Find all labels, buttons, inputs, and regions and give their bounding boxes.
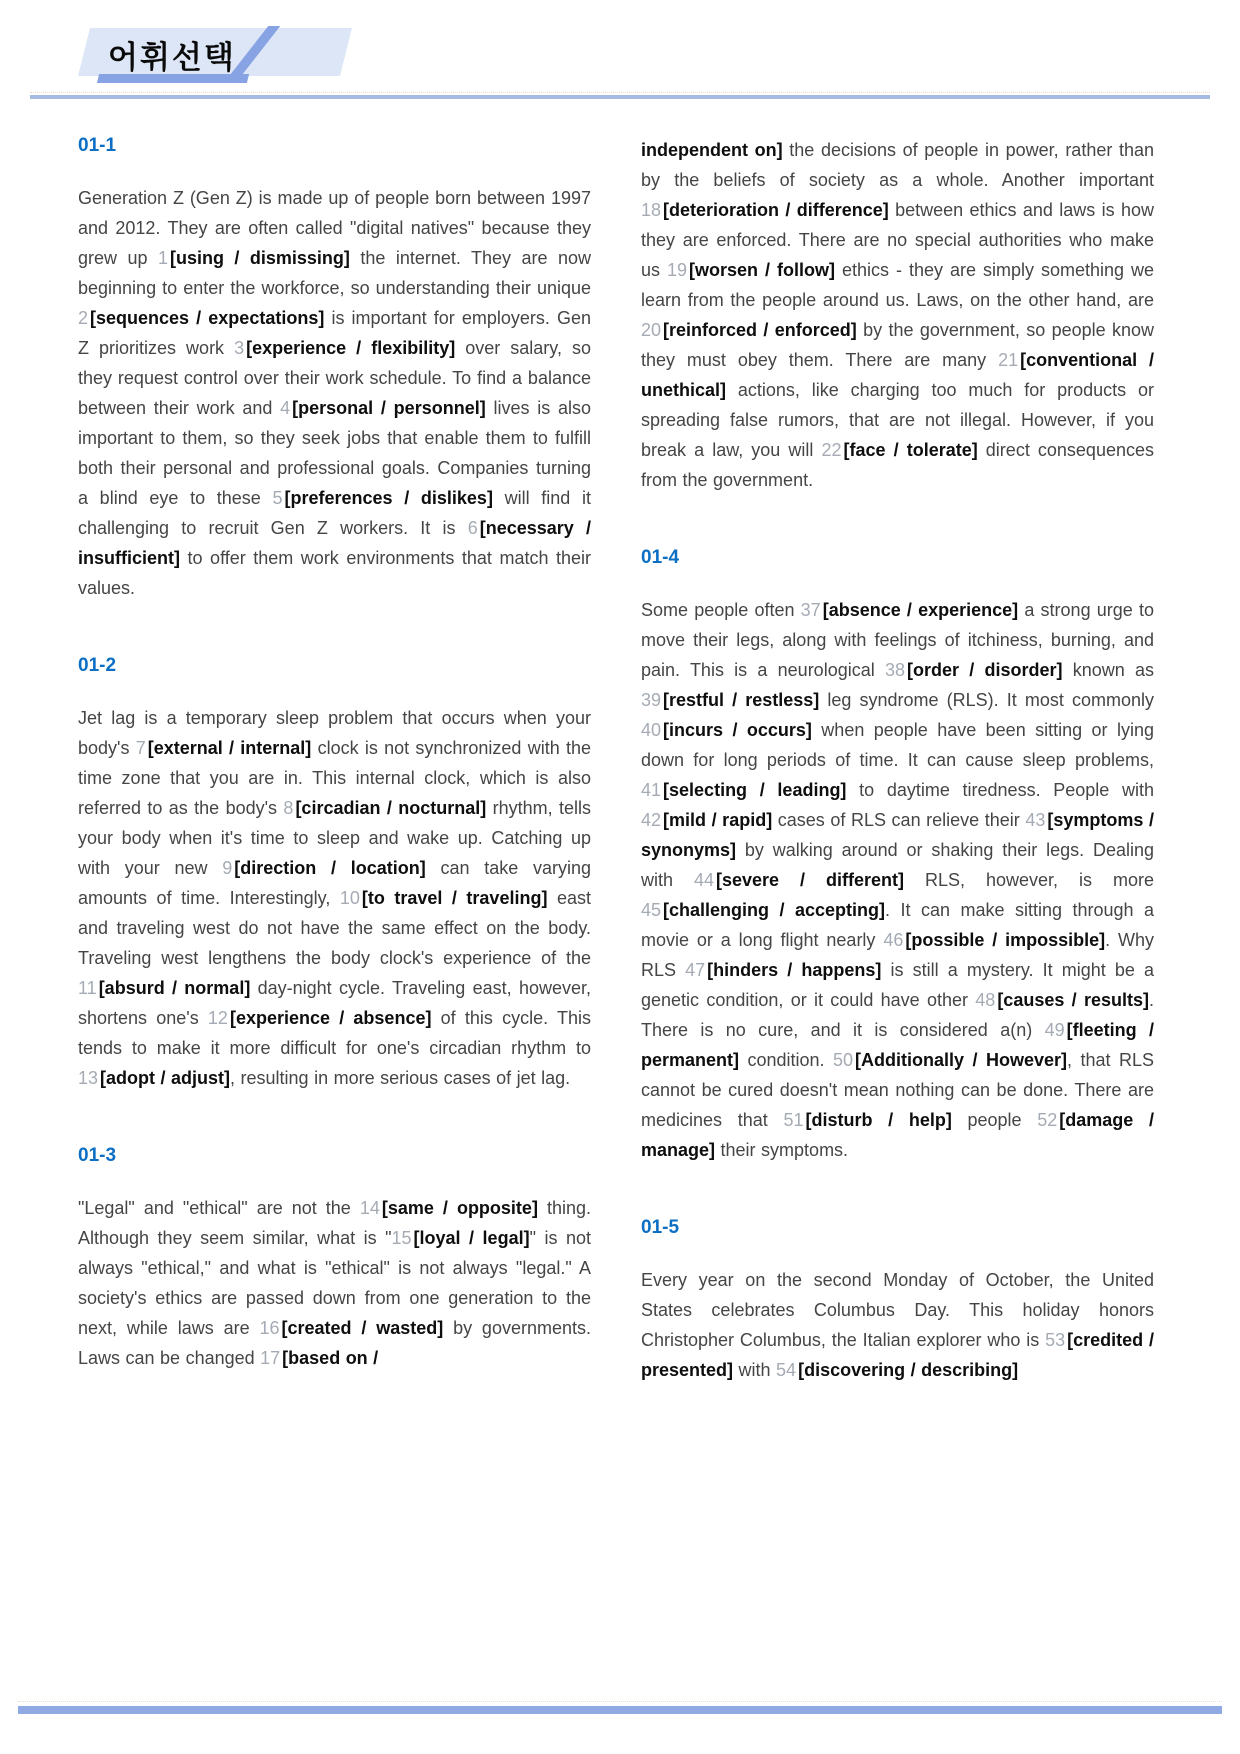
choice-number: 14 bbox=[359, 1198, 380, 1218]
passage-text: clock is not synchronized with the time zone that you are in. This internal clock, which is also referred to as the body's bbox=[78, 738, 591, 818]
passage-text: Jet lag is a temporary sleep problem that occurs when your body's bbox=[78, 708, 591, 758]
choice-number: 53 bbox=[1045, 1330, 1066, 1350]
passage-text: . Why RLS bbox=[641, 930, 1154, 980]
passage-text: , resulting in more serious cases of jet lag. bbox=[230, 1068, 571, 1088]
choice-options: [absurd / normal] bbox=[98, 978, 251, 998]
choice-options: [severe / different] bbox=[716, 870, 905, 890]
left-column bbox=[78, 135, 591, 1385]
choice-number: 17 bbox=[260, 1348, 281, 1368]
choice-number: 44 bbox=[693, 870, 715, 890]
passage-text: east and traveling west do not have the same effect on the body. Traveling west lengthens the body clock's experience of the bbox=[78, 888, 591, 968]
passage-text: the internet. They are now beginning to enter the workforce, so understanding their unique bbox=[78, 248, 592, 298]
choice-options: [selecting / leading] bbox=[663, 780, 847, 800]
choice-number: 21 bbox=[998, 350, 1019, 370]
passage-text: to daytime tiredness. People with bbox=[846, 780, 1155, 800]
content-columns bbox=[78, 135, 1154, 1385]
choice-number: 1 bbox=[157, 248, 168, 268]
choice-options: [loyal / legal] bbox=[413, 1228, 530, 1248]
choice-number: 10 bbox=[339, 888, 360, 908]
choice-number: 13 bbox=[78, 1068, 99, 1088]
choice-options: [reinforced / enforced] bbox=[663, 320, 857, 340]
choice-number: 2 bbox=[78, 308, 89, 328]
passage-body-01-3-continued bbox=[641, 135, 1154, 495]
choice-number: 40 bbox=[641, 720, 662, 740]
passage-text: direct consequences from the government. bbox=[641, 440, 1154, 490]
footer-dotted-line bbox=[18, 1701, 1222, 1702]
passage-text: leg syndrome (RLS). It most commonly bbox=[819, 690, 1154, 710]
choice-options: [to travel / traveling] bbox=[361, 888, 548, 908]
section-badge bbox=[0, 22, 420, 88]
passage-text: ethics - they are simply something we learn from the people around us. Laws, on the other hand, are bbox=[641, 260, 1155, 310]
passage-text: . There is no cure, and it is considered a(n) bbox=[641, 990, 1154, 1040]
passage-text: day-night cycle. Traveling east, however, shortens one's bbox=[78, 978, 591, 1028]
choice-options: [disturb / help] bbox=[805, 1110, 952, 1130]
choice-options: [deterioration / difference] bbox=[663, 200, 889, 220]
choice-options: [face / tolerate] bbox=[843, 440, 978, 460]
choice-options: [direction / location] bbox=[234, 858, 426, 878]
passage-text: their symptoms. bbox=[715, 1140, 849, 1160]
choice-number: 43 bbox=[1025, 810, 1046, 830]
passage-text: by walking around or shaking their legs. Dealing with bbox=[641, 840, 1154, 890]
choice-options: [causes / results] bbox=[997, 990, 1149, 1010]
choice-options: [restful / restless] bbox=[663, 690, 820, 710]
passage-text: is still a mystery. It might be a genetic condition, or it could have other bbox=[641, 960, 1154, 1010]
choice-number: 45 bbox=[641, 900, 662, 920]
choice-options: [discovering / describing] bbox=[798, 1360, 1019, 1380]
passage-text: is important for employers. Gen Z prioritizes work bbox=[78, 308, 591, 358]
passage-text: a strong urge to move their legs, along with feelings of itchiness, burning, and pain. This is a neurological bbox=[641, 600, 1154, 680]
choice-number: 51 bbox=[783, 1110, 804, 1130]
header-divider bbox=[30, 95, 1210, 99]
choice-options: [credited / presented] bbox=[641, 1330, 1154, 1380]
badge-title: 어휘선택 bbox=[108, 40, 236, 75]
passage-text: "Legal" and "ethical" are not the bbox=[78, 1198, 360, 1218]
passage-text: thing. Although they seem similar, what is " bbox=[78, 1198, 591, 1248]
passage-text: with bbox=[733, 1360, 777, 1380]
choice-number: 54 bbox=[776, 1360, 797, 1380]
choice-options: [same / opposite] bbox=[381, 1198, 538, 1218]
choice-number: 6 bbox=[467, 518, 478, 538]
choice-options: [external / internal] bbox=[147, 738, 312, 758]
header-dotted-line bbox=[30, 92, 1210, 93]
passage-header-01-5: 01-5 bbox=[641, 1217, 680, 1238]
passage-text: of this cycle. This tends to make it more difficult for one's circadian rhythm to bbox=[78, 1008, 591, 1058]
passage-body-01-2 bbox=[78, 703, 591, 1093]
choice-options: [possible / impossible] bbox=[905, 930, 1106, 950]
choice-number: 41 bbox=[641, 780, 662, 800]
choice-options: [absence / experience] bbox=[822, 600, 1019, 620]
choice-number: 5 bbox=[272, 488, 283, 508]
choice-options: [personal / personnel] bbox=[292, 398, 486, 418]
choice-number: 16 bbox=[259, 1318, 280, 1338]
choice-options: [damage / manage] bbox=[641, 1110, 1154, 1160]
choice-options: [incurs / occurs] bbox=[663, 720, 812, 740]
passage-body-01-4 bbox=[641, 595, 1154, 1165]
passage-text: people bbox=[951, 1110, 1038, 1130]
passage-text: the decisions of people in power, rather than by the beliefs of society as a whole. Another important bbox=[641, 140, 1155, 190]
choice-options: [mild / rapid] bbox=[663, 810, 773, 830]
passage-text: , that RLS cannot be cured doesn't mean nothing can be done. There are medicines that bbox=[641, 1050, 1154, 1130]
choice-options: [challenging / accepting] bbox=[663, 900, 886, 920]
choice-number: 12 bbox=[207, 1008, 228, 1028]
choice-options: [conventional / unethical] bbox=[641, 350, 1154, 400]
passage-header-01-2: 01-2 bbox=[78, 655, 117, 676]
choice-number: 4 bbox=[280, 398, 291, 418]
choice-number: 15 bbox=[391, 1228, 412, 1248]
passage-text: cases of RLS can relieve their bbox=[772, 810, 1026, 830]
passage-text: when people have been sitting or lying down for long periods of time. It can cause sleep problems, bbox=[641, 720, 1154, 770]
choice-options: [symptoms / synonyms] bbox=[641, 810, 1154, 860]
choice-number: 3 bbox=[234, 338, 245, 358]
passage-text: " is not always "ethical," and what is "ethical" is not always "legal." A society's ethics are passed down from one generation to the next, while laws are bbox=[78, 1228, 591, 1338]
choice-number: 8 bbox=[283, 798, 294, 818]
choice-options: [experience / absence] bbox=[229, 1008, 432, 1028]
passage-text: Every year on the second Monday of October, the United States celebrates Columbus Day. This holiday honors Christopher Columbus, the Italian explorer who is bbox=[641, 1270, 1154, 1350]
choice-number: 50 bbox=[833, 1050, 854, 1070]
choice-number: 11 bbox=[78, 978, 97, 998]
passage-text: RLS, however, is more bbox=[904, 870, 1154, 890]
choice-options: [hinders / happens] bbox=[707, 960, 882, 980]
choice-number: 52 bbox=[1037, 1110, 1058, 1130]
right-column bbox=[641, 135, 1154, 1385]
passage-text: . It can make sitting through a movie or a long flight nearly bbox=[641, 900, 1154, 950]
choice-options: [order / disorder] bbox=[907, 660, 1063, 680]
choice-number: 37 bbox=[800, 600, 821, 620]
choice-number: 47 bbox=[685, 960, 706, 980]
choice-options: [experience / flexibility] bbox=[246, 338, 456, 358]
choice-number: 39 bbox=[641, 690, 662, 710]
choice-number: 48 bbox=[975, 990, 996, 1010]
choice-number: 20 bbox=[641, 320, 662, 340]
passage-text: actions, like charging too much for products or spreading false rumors, that are not illegal. However, if you break a law, you will bbox=[641, 380, 1154, 460]
choice-options: [necessary / insufficient] bbox=[78, 518, 591, 568]
passage-body-01-1 bbox=[78, 183, 591, 603]
choice-options: [circadian / nocturnal] bbox=[295, 798, 487, 818]
choice-options: [Additionally / However] bbox=[855, 1050, 1068, 1070]
choice-options: [created / wasted] bbox=[281, 1318, 444, 1338]
choice-options: [preferences / dislikes] bbox=[284, 488, 493, 508]
passage-text: Generation Z (Gen Z) is made up of people born between 1997 and 2012. They are often called "digital natives" because they grew up bbox=[78, 188, 591, 268]
passage-body-01-3 bbox=[78, 1193, 591, 1373]
passage-text: condition. bbox=[739, 1050, 834, 1070]
passage-text: will find it challenging to recruit Gen Z workers. It is bbox=[78, 488, 591, 538]
choice-options: independent on] bbox=[641, 140, 783, 160]
choice-options: [based on / bbox=[282, 1348, 379, 1368]
passage-body-01-5 bbox=[641, 1265, 1154, 1385]
passage-text: to offer them work environments that match their values. bbox=[78, 548, 591, 598]
choice-options: [sequences / expectations] bbox=[90, 308, 325, 328]
passage-text: between ethics and laws is how they are enforced. There are no special authorities who make us bbox=[641, 200, 1154, 280]
passage-text: lives is also important to them, so they seek jobs that enable them to fulfill both their personal and professional goals. Companies turning a blind eye to these bbox=[78, 398, 592, 508]
passage-header-01-3: 01-3 bbox=[78, 1145, 117, 1166]
choice-options: [adopt / adjust] bbox=[100, 1068, 231, 1088]
choice-options: [fleeting / permanent] bbox=[641, 1020, 1155, 1070]
passage-text: can take varying amounts of time. Interestingly, bbox=[78, 858, 591, 908]
choice-number: 19 bbox=[667, 260, 688, 280]
choice-options: [worsen / follow] bbox=[689, 260, 835, 280]
passage-header-01-4: 01-4 bbox=[641, 547, 680, 568]
choice-number: 49 bbox=[1044, 1020, 1065, 1040]
choice-number: 42 bbox=[641, 810, 662, 830]
choice-number: 38 bbox=[884, 660, 905, 680]
footer-divider bbox=[18, 1706, 1222, 1714]
choice-number: 9 bbox=[222, 858, 233, 878]
passage-text: by the government, so people know they must obey them. There are many bbox=[641, 320, 1154, 370]
choice-number: 7 bbox=[135, 738, 146, 758]
choice-options: [using / dismissing] bbox=[169, 248, 350, 268]
choice-number: 22 bbox=[821, 440, 842, 460]
passage-header-01-1: 01-1 bbox=[78, 135, 117, 156]
passage-text: Some people often bbox=[641, 600, 801, 620]
choice-number: 46 bbox=[883, 930, 904, 950]
passage-text: over salary, so they request control over their work schedule. To find a balance between their work and bbox=[78, 338, 592, 418]
passage-text: by governments. Laws can be changed bbox=[78, 1318, 591, 1368]
passage-text: known as bbox=[1062, 660, 1155, 680]
passage-text: rhythm, tells your body when it's time to sleep and wake up. Catching up with your new bbox=[78, 798, 591, 878]
choice-number: 18 bbox=[641, 200, 662, 220]
